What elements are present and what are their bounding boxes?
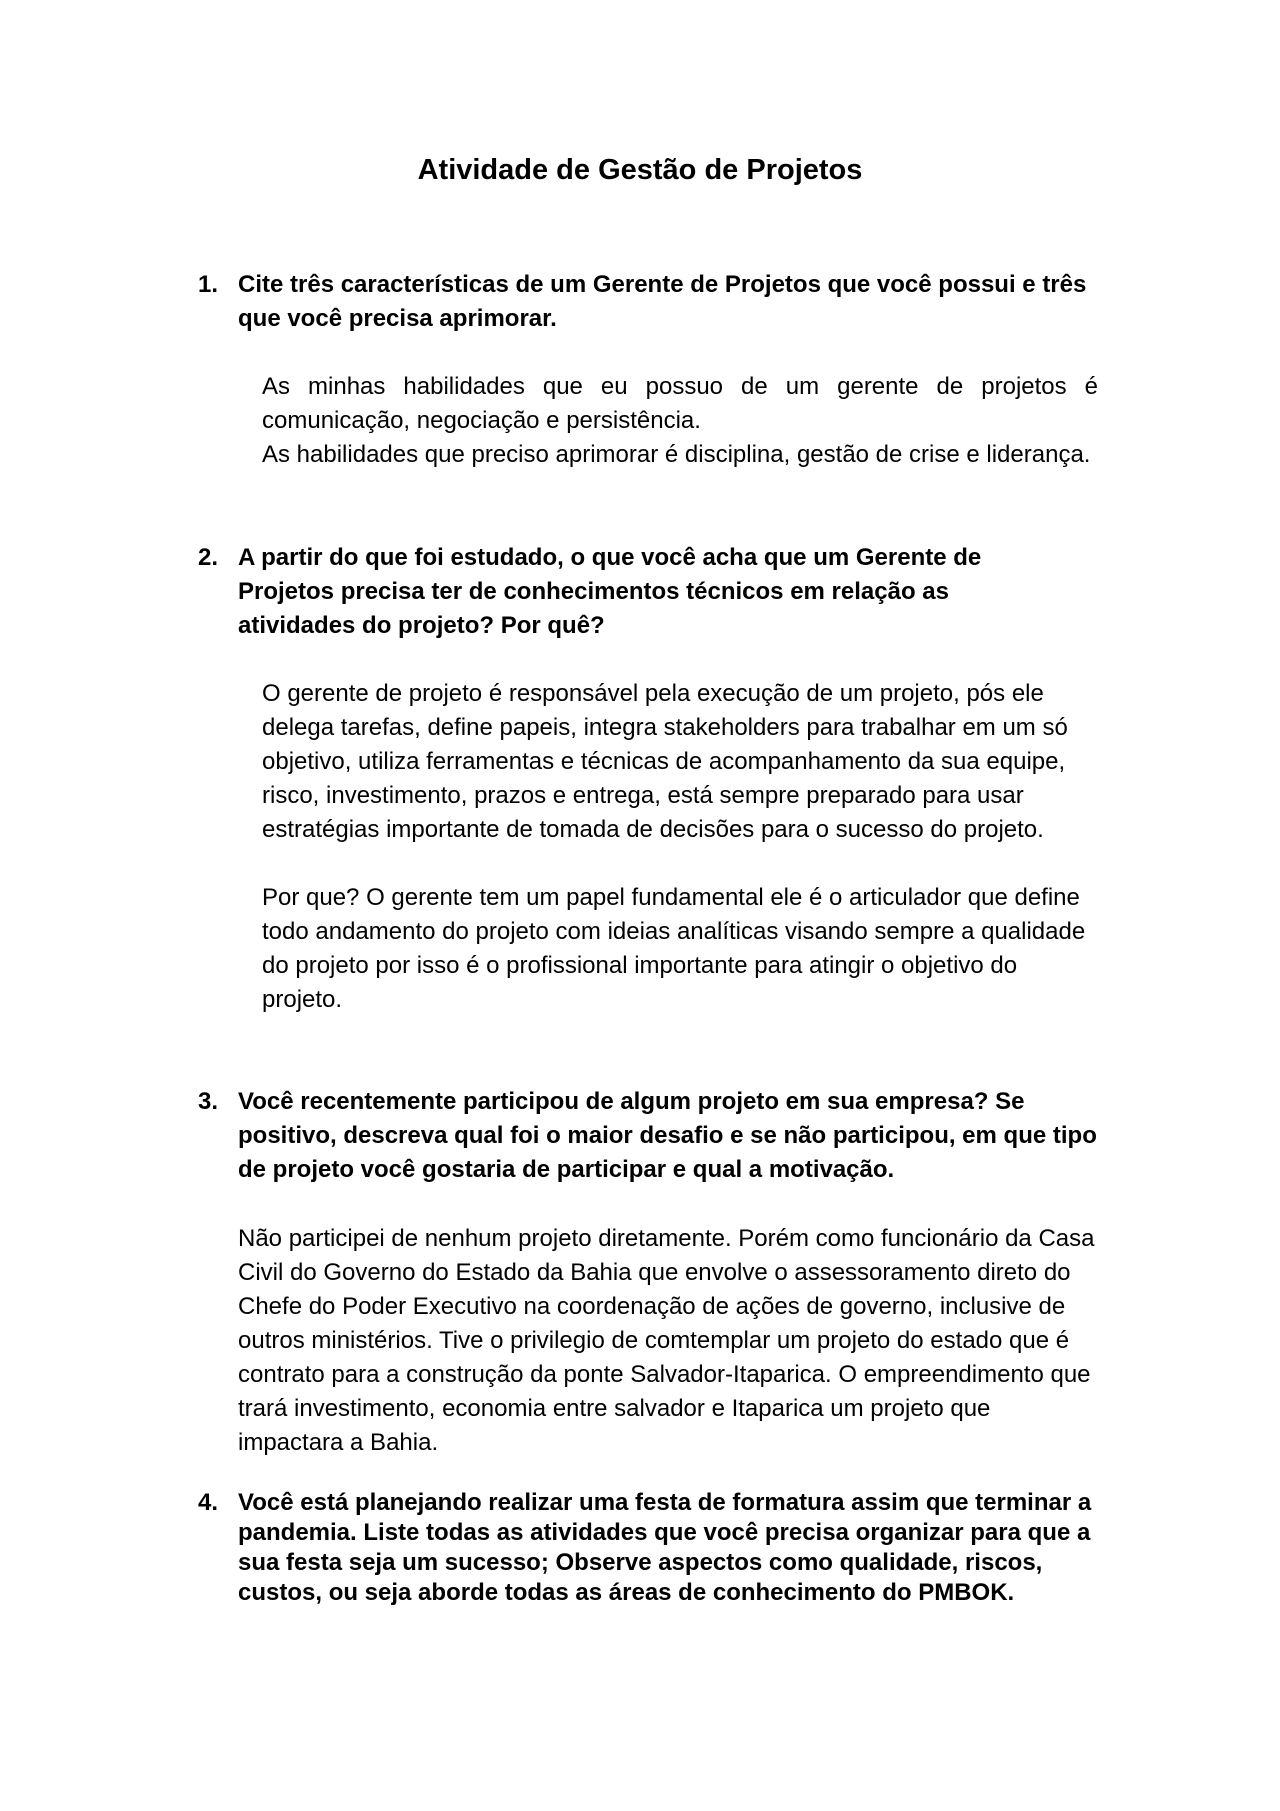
question-number: 4. (198, 1489, 219, 1516)
page-title: Atividade de Gestão de Projetos (417, 154, 863, 186)
question-number: 3. (198, 1088, 219, 1115)
question-text: Você está planejando realizar uma festa de formatura assim que terminar a pandemia. Liste todas as atividades que você precisa organizar para que a sua festa seja um sucesso; Observe aspectos como qualidade, riscos, custos, ou seja aborde todas as áreas de conhecimento do PMBOK. (238, 1489, 1092, 1606)
answer-1 (262, 370, 1098, 472)
question-text: Você recentemente participou de algum projeto em sua empresa? Se positivo, descreva qual foi o maior desafio e se não participou, em que tipo de projeto você gostaria de participar e qual a motivação. (238, 1088, 1097, 1183)
question-number: 2. (198, 544, 219, 571)
answer-2 (262, 677, 1098, 1017)
answer-paragraph: Por que? O gerente tem um papel fundamental ele é o articulador que define todo andamento do projeto com ideias analíticas visando sempre a qualidade do projeto por isso é o profissional importante para atingir o objetivo do projeto. (262, 884, 1086, 1013)
answer-paragraph: As minhas habilidades que eu possuo de um gerente de projetos é comunicação, negociação e persistência. (262, 373, 1098, 434)
question-text: A partir do que foi estudado, o que você acha que um Gerente de Projetos precisa ter de conhecimentos técnicos em relação as atividades do projeto? Por quê? (238, 544, 982, 639)
question-number: 1. (198, 271, 219, 298)
answer-paragraph: Não participei de nenhum projeto diretamente. Porém como funcionário da Casa Civil do Governo do Estado da Bahia que envolve o assessoramento direto do Chefe do Poder Executivo na coordenação de ações de governo, inclusive de outros ministérios. Tive o privilegio de comtemplar um projeto do estado que é contrato para a construção da ponte Salvador-Itaparica. O empreendimento que trará investimento, economia entre salvador e Itaparica um projeto que impactara a Bahia. (238, 1225, 1095, 1456)
answer-paragraph: O gerente de projeto é responsável pela execução de um projeto, pós ele delega tarefas, define papeis, integra stakeholders para trabalhar em um só objetivo, utiliza ferramentas e técnicas de acompanhamento da sua equipe, risco, investimento, prazos e entrega, está sempre preparado para usar estratégias importante de tomada de decisões para o sucesso do projeto. (262, 680, 1068, 843)
answer-paragraph: As habilidades que preciso aprimorar é disciplina, gestão de crise e liderança. (262, 441, 1091, 468)
answer-3 (238, 1222, 1098, 1460)
question-text: Cite três características de um Gerente de Projetos que você possui e três que você precisa aprimorar. (238, 271, 1087, 332)
